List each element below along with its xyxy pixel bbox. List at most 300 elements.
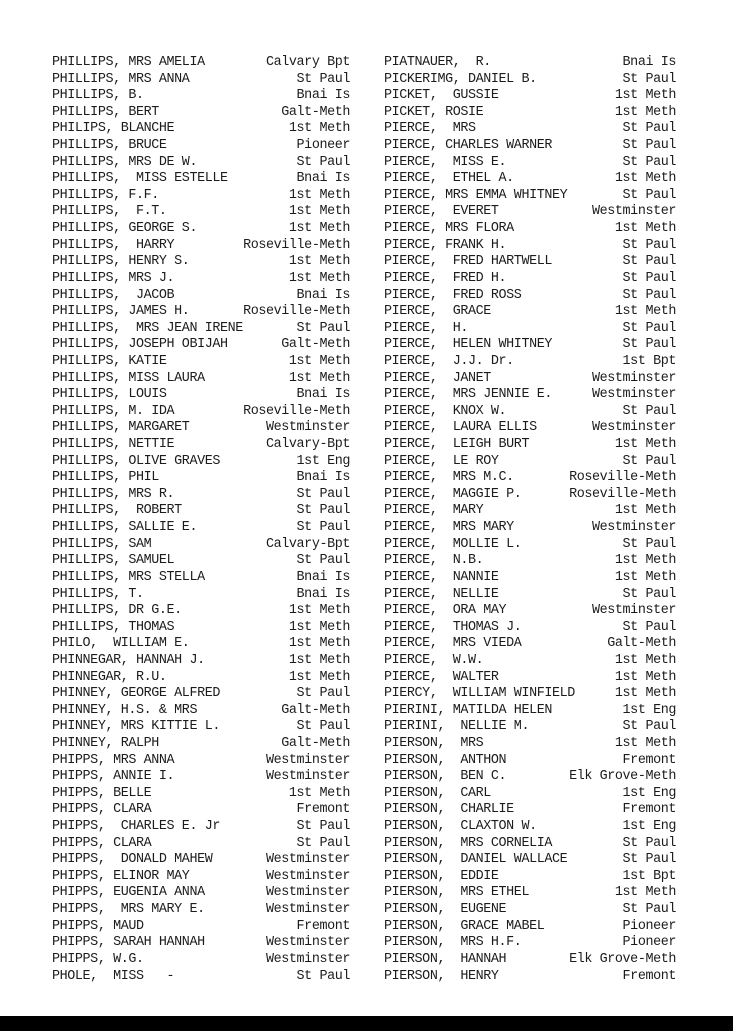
entry-name: PIERSON, CARL [384,785,491,801]
entry-church: Galt-Meth [281,104,350,120]
entry-name: PHINNEGAR, R.U. [52,669,167,685]
entry-church: Westminster [592,603,676,619]
entry-name: PHOLE, MISS - [52,968,175,984]
directory-entry [384,155,676,172]
directory-entry [52,437,350,454]
entry-church: St Paul [296,320,350,336]
entry-name: PHILLIPS, BRUCE [52,138,167,154]
entry-church: St Paul [296,819,350,835]
directory-entry [384,188,676,205]
directory-entry [52,105,350,122]
directory-entry [52,470,350,487]
entry-name: PHIPPS, CLARA [52,835,152,851]
entry-name: PHILLIPS, MRS J. [52,270,175,286]
directory-entry [52,354,350,371]
directory-entry [52,670,350,687]
entry-church: St Paul [622,187,676,203]
directory-entry [384,769,676,786]
entry-name: PHILLIPS, DR G.E. [52,603,182,619]
entry-church: St Paul [622,154,676,170]
directory-entry [384,603,676,620]
entry-name: PHIPPS, CHARLES E. Jr [52,819,220,835]
directory-entry [384,537,676,554]
entry-name: PIERINI, NELLIE M. [384,719,530,735]
entry-church: 1st Meth [288,785,350,801]
entry-name: PHINNEGAR, HANNAH J. [52,652,205,668]
entry-church: St Paul [622,71,676,87]
directory-entry [384,55,676,72]
directory-entry [52,587,350,604]
entry-church: 1st Meth [288,221,350,237]
entry-name: PHILLIPS, MRS R. [52,486,175,502]
entry-name: PHIPPS, ELINOR MAY [52,868,190,884]
entry-church: 1st Meth [288,270,350,286]
directory-entry [52,171,350,188]
entry-name: PIERCE, NANNIE [384,569,499,585]
entry-name: PHILLIPS, NETTIE [52,437,175,453]
entry-church: Galt-Meth [607,636,676,652]
entry-name: PIERSON, HENRY [384,968,499,984]
entry-church: 1st Meth [614,686,676,702]
entry-church: Fremont [622,802,676,818]
entry-name: PIERCE, FRANK H. [384,237,507,253]
entry-church: St Paul [296,719,350,735]
entry-church: 1st Meth [614,104,676,120]
entry-name: PIERCE, W.W. [384,652,484,668]
directory-entry [52,454,350,471]
directory-entry [384,88,676,105]
directory-entry [384,254,676,271]
directory-entry [52,155,350,172]
entry-church: Galt-Meth [281,337,350,353]
entry-church: Fremont [622,752,676,768]
entry-church: Roseville-Meth [569,470,676,486]
entry-name: PHIPPS, ANNIE I. [52,769,175,785]
entry-church: Pioneer [622,935,676,951]
entry-church: Bnai Is [622,55,676,70]
entry-name: PICKERIMG, DANIEL B. [384,71,537,87]
entry-church: St Paul [622,121,676,137]
directory-entry [384,121,676,138]
entry-church: Westminster [266,769,350,785]
entry-church: 1st Meth [614,304,676,320]
entry-name: PHILLIPS, ROBERT [52,503,182,519]
directory-entry [52,753,350,770]
entry-name: PIERCE, ORA MAY [384,603,507,619]
directory-entry [52,819,350,836]
directory-entry [52,636,350,653]
directory-entry [384,454,676,471]
directory-entry [384,271,676,288]
directory-entry [52,902,350,919]
entry-church: 1st Meth [614,553,676,569]
directory-entry [52,520,350,537]
entry-church: St Paul [622,453,676,469]
entry-name: PHILLIPS, MISS ESTELLE [52,171,228,187]
entry-name: PIERSON, MRS CORNELIA [384,835,552,851]
entry-name: PIERSON, BEN C. [384,769,507,785]
entry-name: PIERCE, MRS JENNIE E. [384,387,552,403]
directory-entry [52,786,350,803]
directory-entry [384,387,676,404]
directory-entry [52,836,350,853]
right-column [384,55,676,985]
entry-name: PIERCE, MOLLIE L. [384,536,522,552]
directory-entry [384,952,676,969]
entry-church: St Paul [622,835,676,851]
directory-entry [52,935,350,952]
directory-entry [52,653,350,670]
entry-name: PHILLIPS, HARRY [52,237,175,253]
entry-church: St Paul [296,71,350,87]
directory-entry [52,487,350,504]
entry-name: PIERCE, MISS E. [384,154,507,170]
entry-name: PHILLIPS, PHIL [52,470,159,486]
directory-entry [384,221,676,238]
directory-entry [384,935,676,952]
directory-entry [384,686,676,703]
entry-name: PIERCE, MARY [384,503,484,519]
entry-name: PIERCE, LAURA ELLIS [384,420,537,436]
entry-church: 1st Meth [288,204,350,220]
entry-name: PIERCE, GRACE [384,304,491,320]
directory-entry [52,55,350,72]
entry-church: Bnai Is [296,88,350,104]
directory-entry [52,919,350,936]
entry-name: PIERSON, EUGENE [384,902,507,918]
entry-name: PIERCE, MRS M.C. [384,470,514,486]
directory-entry [52,238,350,255]
directory-entry [52,204,350,221]
entry-name: PICKET, ROSIE [384,104,484,120]
directory-entry [384,620,676,637]
entry-church: St Paul [622,237,676,253]
entry-church: Westminster [266,902,350,918]
entry-church: Fremont [296,802,350,818]
entry-church: 1st Meth [288,669,350,685]
directory-entry [52,121,350,138]
entry-church: St Paul [622,619,676,635]
entry-name: PIERCE, LEIGH BURT [384,437,530,453]
entry-church: St Paul [622,536,676,552]
directory-entry [384,72,676,89]
entry-name: PHIPPS, BELLE [52,785,152,801]
directory-entry [384,969,676,986]
directory-entry [52,371,350,388]
directory-entry [384,736,676,753]
entry-name: PHIPPS, MRS ANNA [52,752,175,768]
entry-church: Bnai Is [296,470,350,486]
entry-name: PHIPPS, DONALD MAHEW [52,852,213,868]
entry-name: PHILLIPS, JACOB [52,287,175,303]
entry-church: Westminster [266,885,350,901]
entry-church: Pioneer [622,918,676,934]
entry-name: PHILLIPS, F.F. [52,187,159,203]
entry-church: 1st Meth [288,187,350,203]
entry-name: PIERCE, J.J. Dr. [384,353,514,369]
directory-entry [384,288,676,305]
entry-church: 1st Meth [614,885,676,901]
entry-name: PIERCE, FRED H. [384,270,507,286]
entry-church: Bnai Is [296,387,350,403]
directory-entry [384,636,676,653]
entry-church: 1st Meth [288,353,350,369]
directory-entry [52,304,350,321]
entry-church: Roseville-Meth [243,304,350,320]
entry-name: PHILLIPS, B. [52,88,144,104]
entry-church: 1st Meth [614,569,676,585]
entry-name: PIERSON, CHARLIE [384,802,514,818]
entry-church: 1st Meth [614,437,676,453]
directory-entry [384,238,676,255]
entry-church: 1st Meth [288,652,350,668]
directory-entry [384,487,676,504]
directory-entry [52,952,350,969]
entry-name: PIERCE, MRS EMMA WHITNEY [384,187,568,203]
directory-entry [52,387,350,404]
directory-entry [52,553,350,570]
directory-entry [384,553,676,570]
entry-church: 1st Meth [288,254,350,270]
entry-name: PIERSON, MRS ETHEL [384,885,530,901]
entry-name: PHIPPS, MAUD [52,918,144,934]
entry-name: PHILLIPS, F.T. [52,204,167,220]
entry-church: 1st Meth [614,221,676,237]
entry-church: 1st Meth [614,171,676,187]
entry-church: Fremont [296,918,350,934]
directory-entry [384,304,676,321]
entry-church: St Paul [622,586,676,602]
entry-name: PHILLIPS, OLIVE GRAVES [52,453,220,469]
directory-entry [52,271,350,288]
entry-church: 1st Meth [614,88,676,104]
entry-church: Roseville-Meth [243,403,350,419]
directory-entry [384,836,676,853]
entry-church: 1st Bpt [622,868,676,884]
entry-church: 1st Eng [622,785,676,801]
entry-church: Bnai Is [296,569,350,585]
entry-church: Pioneer [296,138,350,154]
entry-name: PHILLIPS, MRS ANNA [52,71,190,87]
directory-entry [52,736,350,753]
entry-name: PIERSON, MRS [384,735,484,751]
entry-church: Westminster [266,868,350,884]
entry-church: 1st Eng [622,819,676,835]
entry-church: St Paul [296,553,350,569]
entry-name: PHILLIPS, JAMES H. [52,304,190,320]
entry-name: PIERSON, ANTHON [384,752,507,768]
entry-church: St Paul [296,968,350,984]
entry-name: PHILIPS, BLANCHE [52,121,175,137]
entry-name: PIERCE, H. [384,320,468,336]
entry-church: St Paul [296,686,350,702]
directory-entry [384,852,676,869]
entry-name: PHINNEY, RALPH [52,735,159,751]
directory-entry [52,88,350,105]
directory-entry [52,404,350,421]
entry-name: PIERCE, THOMAS J. [384,619,522,635]
entry-church: St Paul [296,520,350,536]
directory-entry [52,885,350,902]
directory-entry [52,221,350,238]
directory-entry [384,354,676,371]
directory-entry [384,437,676,454]
entry-name: PHILLIPS, LOUIS [52,387,167,403]
entry-church: Bnai Is [296,171,350,187]
entry-name: PHINNEY, H.S. & MRS [52,702,198,718]
entry-name: PIERCE, MRS VIEDA [384,636,522,652]
entry-church: Roseville-Meth [243,237,350,253]
entry-church: Westminster [592,520,676,536]
directory-entry [52,537,350,554]
directory-entry [52,620,350,637]
entry-church: Westminster [266,752,350,768]
entry-name: PHILLIPS, GEORGE S. [52,221,198,237]
directory-entry [52,138,350,155]
directory-entry [52,254,350,271]
directory-entry [52,769,350,786]
directory-entry [384,703,676,720]
directory-entry [384,105,676,122]
directory-entry [52,719,350,736]
entry-name: PHIPPS, EUGENIA ANNA [52,885,205,901]
entry-name: PIERCE, MRS [384,121,476,137]
entry-name: PHINNEY, GEORGE ALFRED [52,686,220,702]
entry-church: Galt-Meth [281,735,350,751]
entry-name: PIERSON, EDDIE [384,868,499,884]
entry-church: Westminster [592,387,676,403]
entry-church: 1st Meth [614,652,676,668]
entry-name: PIERCE, JANET [384,370,491,386]
entry-church: St Paul [622,138,676,154]
entry-church: Westminster [266,951,350,967]
entry-name: PIERCE, ETHEL A. [384,171,514,187]
directory-entry [384,587,676,604]
entry-name: PIERCE, NELLIE [384,586,499,602]
entry-church: Westminster [592,420,676,436]
entry-church: St Paul [296,486,350,502]
entry-church: Bnai Is [296,287,350,303]
entry-church: 1st Meth [288,121,350,137]
directory-entry [384,138,676,155]
entry-name: PIERINI, MATILDA HELEN [384,702,552,718]
left-column [52,55,350,985]
directory-entry [52,869,350,886]
entry-church: 1st Meth [288,370,350,386]
entry-church: Calvary-Bpt [266,536,350,552]
entry-name: PHILLIPS, HENRY S. [52,254,190,270]
entry-name: PHILLIPS, SAMUEL [52,553,175,569]
directory-entry [52,188,350,205]
entry-name: PHILLIPS, THOMAS [52,619,175,635]
entry-name: PIERCE, MAGGIE P. [384,486,522,502]
entry-church: 1st Meth [614,735,676,751]
entry-church: Elk Grove-Meth [569,769,676,785]
entry-church: 1st Meth [288,603,350,619]
entry-name: PHINNEY, MRS KITTIE L. [52,719,220,735]
entry-church: Westminster [592,204,676,220]
entry-name: PIERCE, KNOX W. [384,403,507,419]
entry-church: St Paul [622,719,676,735]
entry-name: PHILLIPS, MRS DE W. [52,154,198,170]
entry-name: PICKET, GUSSIE [384,88,499,104]
entry-name: PIATNAUER, R. [384,55,491,70]
directory-entry [384,404,676,421]
entry-name: PHILLIPS, MARGARET [52,420,190,436]
entry-church: St Paul [622,287,676,303]
entry-church: 1st Eng [622,702,676,718]
directory-entry [384,653,676,670]
directory-entry [384,371,676,388]
entry-church: St Paul [622,254,676,270]
directory-entry [52,603,350,620]
entry-church: Bnai Is [296,586,350,602]
directory-entry [384,670,676,687]
entry-name: PIERSON, MRS H.F. [384,935,522,951]
entry-name: PHILLIPS, T. [52,586,144,602]
entry-name: PIERCE, HELEN WHITNEY [384,337,552,353]
entry-name: PHIPPS, MRS MARY E. [52,902,205,918]
entry-church: 1st Meth [614,669,676,685]
directory-entry [384,786,676,803]
entry-name: PHILO, WILLIAM E. [52,636,190,652]
entry-name: PHILLIPS, SAM [52,536,152,552]
entry-name: PHILLIPS, MRS STELLA [52,569,205,585]
directory-entry [52,72,350,89]
entry-name: PIERSON, CLAXTON W. [384,819,537,835]
directory-entry [384,171,676,188]
directory-entry [52,321,350,338]
entry-name: PHILLIPS, BERT [52,104,159,120]
entry-church: St Paul [622,337,676,353]
directory-entry [384,337,676,354]
entry-name: PIERCE, MRS MARY [384,520,514,536]
entry-name: PHILLIPS, MRS JEAN IRENE [52,320,243,336]
entry-name: PHILLIPS, JOSEPH OBIJAH [52,337,228,353]
entry-church: St Paul [296,503,350,519]
entry-church: St Paul [622,320,676,336]
directory-entry [384,520,676,537]
entry-name: PHIPPS, CLARA [52,802,152,818]
entry-name: PIERCE, CHARLES WARNER [384,138,552,154]
directory-entry [52,852,350,869]
directory-entry [384,503,676,520]
directory-entry [52,969,350,986]
entry-church: Westminster [266,935,350,951]
entry-name: PIERCE, MRS FLORA [384,221,514,237]
directory-entry [384,470,676,487]
directory-entry [384,204,676,221]
entry-church: Westminster [266,852,350,868]
directory-entry [52,420,350,437]
directory-entry [52,703,350,720]
entry-church: Westminster [592,370,676,386]
directory-entry [52,288,350,305]
directory-entry [384,570,676,587]
directory-entry [384,919,676,936]
entry-church: Calvary Bpt [266,55,350,70]
directory-entry [384,420,676,437]
entry-name: PIERCE, LE ROY [384,453,499,469]
entry-church: St Paul [622,902,676,918]
entry-name: PIERCE, FRED HARTWELL [384,254,552,270]
entry-name: PIERCE, FRED ROSS [384,287,522,303]
entry-church: 1st Meth [288,619,350,635]
entry-name: PIERCE, EVERET [384,204,499,220]
directory-entry [384,902,676,919]
entry-name: PHILLIPS, KATIE [52,353,167,369]
directory-entry [52,503,350,520]
